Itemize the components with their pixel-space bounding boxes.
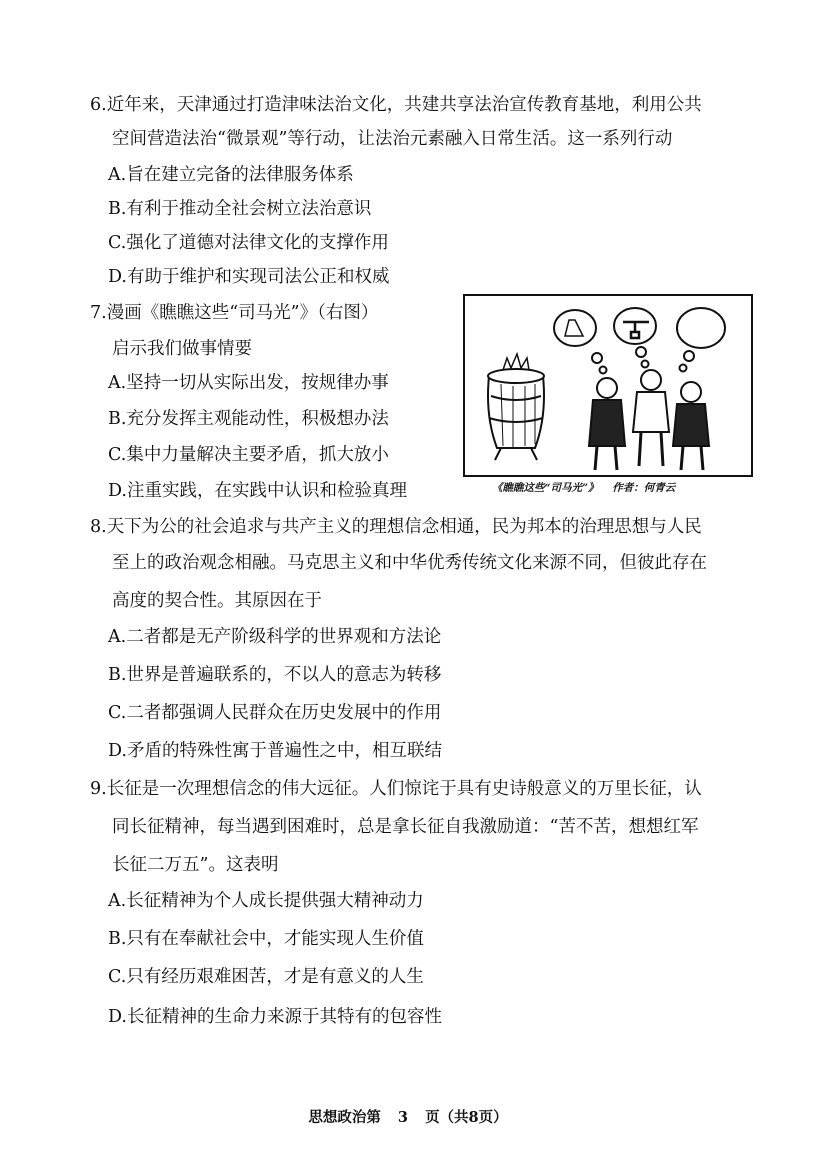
q9-option-a: A.长征精神为个人成长提供强大精神动力: [108, 891, 424, 911]
q7-option-d: D.注重实践，在实践中认识和检验真理: [108, 481, 407, 501]
q9-stem-line2: 同长征精神，每当遇到困难时，总是拿长征自我激励道：“苦不苦，想想红军: [112, 817, 699, 837]
q9-stem-line3: 长征二万五”。这表明: [112, 855, 279, 875]
q9-option-d: D.长征精神的生命力来源于其特有的包容性: [108, 1007, 442, 1027]
q6-option-a: A.旨在建立完备的法律服务体系: [108, 165, 354, 185]
q9-option-b: B.只有在奉献社会中，才能实现人生价值: [108, 929, 424, 949]
footer-page-total: 页（共8页）: [425, 1109, 508, 1126]
q9-option-c: C.只有经历艰难困苦，才是有意义的人生: [108, 967, 424, 987]
q8-stem-line1: 8.天下为公的社会追求与共产主义的理想信念相通，民为邦本的治理思想与人民: [90, 517, 702, 537]
cartoon-caption: [492, 480, 685, 495]
q6-stem-line1: 6.近年来，天津通过打造津味法治文化，共建共享法治宣传教育基地，利用公共: [90, 95, 702, 115]
q7-stem-line2: 启示我们做事情要: [112, 339, 252, 359]
q8-stem-line2: 至上的政治观念相融。马克思主义和中华优秀传统文化来源不同，但彼此存在: [112, 553, 707, 573]
q6-option-d: D.有助于维护和实现司法公正和权威: [108, 267, 390, 287]
q8-option-a: A.二者都是无产阶级科学的世界观和方法论: [108, 627, 442, 647]
q9-stem-line1: 9.长征是一次理想信念的伟大远征。人们惊诧于具有史诗般意义的万里长征，认: [90, 779, 702, 799]
page-footer: [0, 1106, 816, 1127]
cartoon-drawing: [465, 296, 751, 475]
footer-page-number: 3: [397, 1109, 408, 1126]
q8-option-d: D.矛盾的特殊性寓于普遍性之中，相互联结: [108, 741, 442, 761]
footer-subject: 思想政治第: [308, 1109, 381, 1126]
q6-option-c: C.强化了道德对法律文化的支撑作用: [108, 233, 389, 253]
q8-stem-line3: 高度的契合性。其原因在于: [112, 591, 322, 611]
q7-option-b: B.充分发挥主观能动性，积极想办法: [108, 409, 389, 429]
q6-stem-line2: 空间营造法治“微景观”等行动，让法治元素融入日常生活。这一系列行动: [112, 129, 673, 149]
q6-option-b: B.有利于推动全社会树立法治意识: [108, 199, 372, 219]
q7-stem-line1: 7.漫画《瞧瞧这些“司马光”》（右图）: [90, 303, 379, 323]
q7-option-a: A.坚持一切从实际出发，按规律办事: [108, 373, 389, 393]
q8-option-c: C.二者都强调人民群众在历史发展中的作用: [108, 703, 442, 723]
q8-option-b: B.世界是普遍联系的，不以人的意志为转移: [108, 665, 442, 685]
cartoon-caption-author: 作者：何青云: [612, 482, 676, 494]
cartoon-image: [463, 294, 753, 477]
q7-option-c: C.集中力量解决主要矛盾，抓大放小: [108, 445, 389, 465]
cartoon-caption-title: 《瞧瞧这些“司马光”》: [492, 482, 599, 494]
